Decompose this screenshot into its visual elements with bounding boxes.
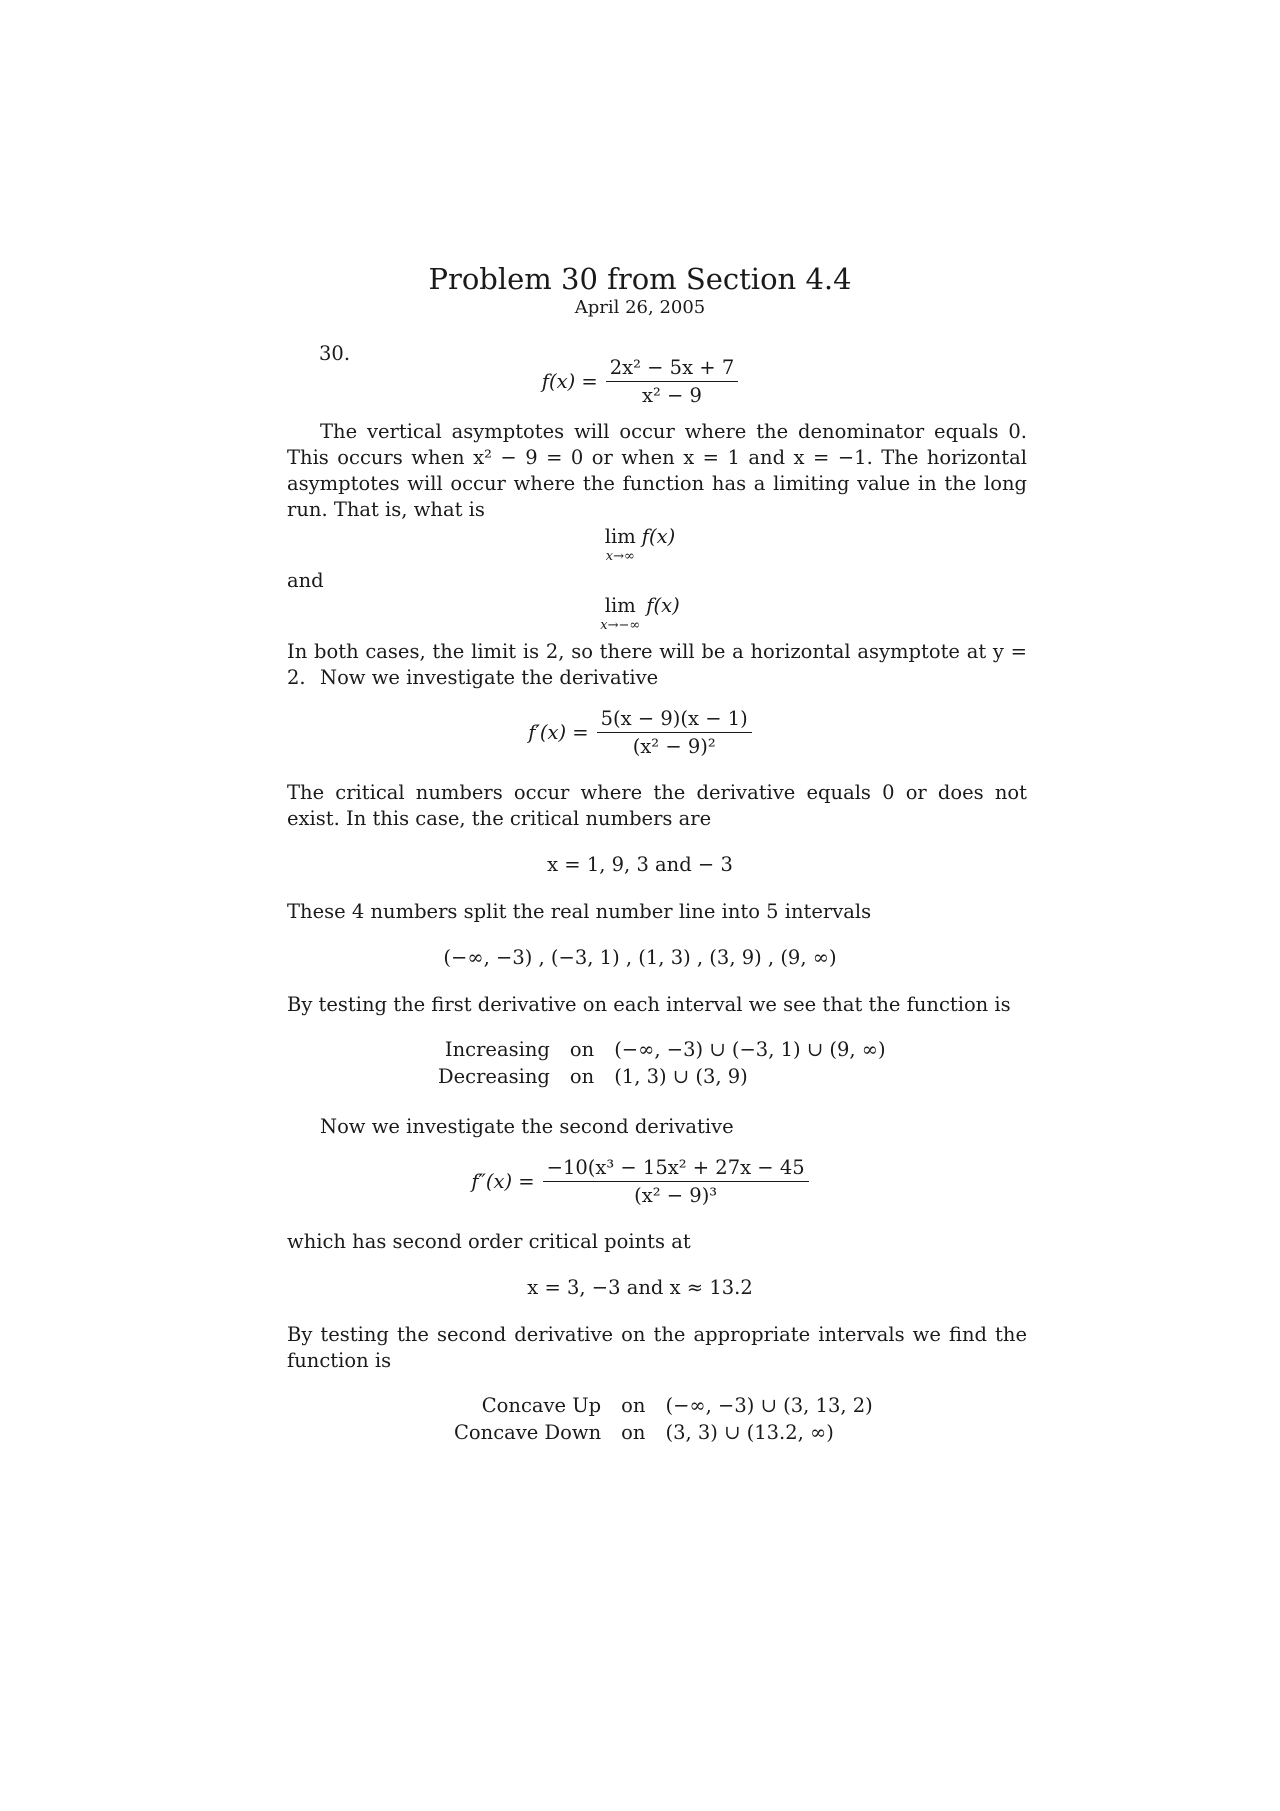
- paragraph-second-critical: which has second order critical points at: [287, 1230, 691, 1253]
- table-row: [438, 1036, 886, 1063]
- paragraph-derivative-text: Now we investigate the derivative: [320, 666, 659, 689]
- second-critical-points: x = 3, −3 and x ≈ 13.2: [527, 1276, 753, 1299]
- function-fraction: [606, 356, 739, 407]
- derivative-fraction: [597, 707, 752, 758]
- and-word: and: [287, 569, 324, 592]
- paragraph-critical-numbers: The critical numbers occur where the derivative equals 0 or does not exist. In this case, the critical numbers are: [287, 781, 1027, 830]
- derivative-lhs: f′(x) =: [528, 721, 589, 744]
- concavity-label-up: Concave Up: [481, 1394, 602, 1417]
- critical-numbers: x = 1, 9, 3 and − 3: [547, 853, 733, 876]
- limit2-subscript: x→−∞: [600, 618, 641, 633]
- monotonic-label-increasing: Increasing: [444, 1038, 550, 1061]
- second-derivative-equation: [0, 1156, 1280, 1207]
- paragraph-derivative-intro: [287, 665, 1027, 691]
- paragraph-vertical-asymptotes: [287, 419, 1027, 523]
- monotonic-on-decreasing: on: [569, 1065, 595, 1088]
- paragraph-both-cases: In both cases, the limit is 2, so there will be a horizontal asymptote at y = 2.: [287, 640, 1027, 689]
- paragraph-second-intro: [287, 1114, 1027, 1140]
- table-row: [454, 1419, 873, 1446]
- interval-list: (−∞, −3) , (−3, 1) , (1, 3) , (3, 9) , (9, ∞): [443, 946, 837, 969]
- monotonic-set-decreasing: (1, 3) ∪ (3, 9): [614, 1065, 748, 1088]
- function-lhs: f(x) =: [541, 370, 598, 393]
- monotonicity-table: [438, 1036, 886, 1090]
- function-numerator: 2x² − 5x + 7: [606, 356, 739, 382]
- concavity-on-up: on: [621, 1394, 646, 1417]
- derivative-equation: [0, 707, 1280, 758]
- derivative-denominator: (x² − 9)²: [632, 735, 716, 758]
- paragraph-split: These 4 numbers split the real number line into 5 intervals: [287, 900, 872, 923]
- concavity-table: [454, 1392, 873, 1446]
- second-derivative-fraction: [543, 1156, 809, 1207]
- limit1-subscript: x→∞: [605, 549, 635, 564]
- table-row: [438, 1063, 886, 1090]
- document-title: Problem 30 from Section 4.4: [428, 262, 852, 296]
- second-derivative-denominator: (x² − 9)³: [634, 1184, 718, 1207]
- derivative-numerator: 5(x − 9)(x − 1): [597, 707, 752, 733]
- paragraph-second-text: Now we investigate the second derivative: [320, 1115, 734, 1138]
- limit2-operator: lim: [604, 594, 636, 617]
- concavity-set-up: (−∞, −3) ∪ (3, 13, 2): [665, 1394, 873, 1417]
- document-date: April 26, 2005: [574, 297, 706, 318]
- limit2-expression: f(x): [646, 594, 680, 617]
- monotonic-on-increasing: on: [569, 1038, 595, 1061]
- function-denominator: x² − 9: [641, 384, 702, 407]
- paragraph-testing-first: By testing the first derivative on each interval we see that the function is: [287, 993, 1011, 1016]
- second-derivative-lhs: f″(x) =: [471, 1170, 535, 1193]
- second-derivative-numerator: −10(x³ − 15x² + 27x − 45: [543, 1156, 809, 1182]
- concavity-label-down: Concave Down: [454, 1421, 602, 1444]
- limit1-operator: lim: [604, 525, 636, 548]
- paragraph-vertical-text: The vertical asymptotes will occur where the denominator equals 0. This occurs when x² − 9 = 0 or when x = 1 and x = −1. The horizontal asymptotes will occur where the function has a limiting value in the long run. That is, what is: [287, 420, 1027, 521]
- monotonic-set-increasing: (−∞, −3) ∪ (−3, 1) ∪ (9, ∞): [614, 1038, 886, 1061]
- concavity-on-down: on: [621, 1421, 646, 1444]
- function-equation: [0, 356, 1280, 407]
- monotonic-label-decreasing: Decreasing: [438, 1065, 550, 1088]
- concavity-set-down: (3, 3) ∪ (13.2, ∞): [665, 1421, 834, 1444]
- limit-negative-infinity: [0, 594, 1280, 633]
- table-row: [454, 1392, 873, 1419]
- limit1-expression: f(x): [641, 525, 676, 548]
- limit-positive-infinity: [0, 525, 1280, 564]
- paragraph-testing-second: By testing the second derivative on the appropriate intervals we find the function is: [287, 1323, 1027, 1372]
- problem-number: 30.: [319, 342, 351, 365]
